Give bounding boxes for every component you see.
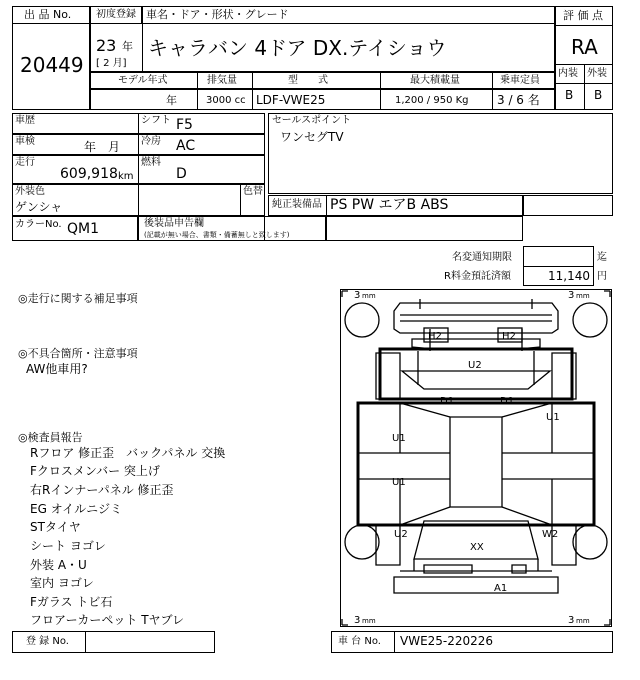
fuel-value: D (176, 166, 187, 182)
exterior-color-label: 外装色 (15, 186, 45, 197)
rear-bumper-shape (394, 577, 558, 593)
damage-u1-left-2: U1 (392, 477, 406, 488)
max-load-value: 1,200 / 950 Kg (395, 95, 469, 106)
rating-score: RA (571, 35, 598, 59)
damage-u1-left-1: U1 (392, 433, 406, 444)
sales-point-label: セールスポイント (272, 115, 352, 126)
inspector-line-10: フロアーカーペット Tヤブレ (30, 613, 185, 627)
displacement-value: 3000 cc (206, 95, 246, 106)
ac-value: AC (176, 138, 196, 154)
first-reg-label: 初度登録 (96, 9, 136, 20)
damage-u2-rear: U2 (394, 529, 408, 540)
model-year-value: 年 (166, 94, 177, 107)
color-no-value: QM1 (67, 221, 100, 237)
rear-hatch-lines (400, 559, 552, 571)
details-row-1 (12, 113, 265, 134)
spec-divider-4 (492, 72, 493, 110)
wheel-fr (573, 303, 607, 337)
roof-panel (450, 417, 502, 507)
damage-xx: XX (470, 542, 484, 553)
spec-divider-3 (380, 72, 381, 110)
displacement-label: 排気量 (207, 75, 237, 86)
max-load-label: 最大積載量 (410, 75, 460, 86)
tire-fr-unit: mm (576, 292, 590, 300)
mileage-value: 609,918 (60, 166, 118, 182)
spec-divider-1 (197, 72, 198, 110)
equipment-value: PS PW エアB ABS (330, 197, 449, 213)
aftermarket-label: 後装品申告欄 (144, 218, 204, 229)
damage-h2-right: H2 (502, 331, 516, 342)
front-bumper-slots (400, 299, 552, 321)
name-change-unit: 迄 (597, 252, 607, 263)
tire-rl-unit: mm (362, 617, 376, 625)
tire-fl-depth: 3 (354, 290, 361, 301)
inspector-line-7: 外装 A・U (30, 558, 87, 572)
history-label: 車歴 (15, 115, 35, 126)
damage-w2-right: W2 (542, 529, 559, 540)
car-diagram (340, 289, 612, 627)
interior-score: B (565, 88, 574, 102)
tire-rr-depth: 3 (568, 615, 575, 626)
ac-label: 冷房 (141, 136, 161, 147)
inspector-line-3: 右Rインナーパネル 修正歪 (30, 483, 174, 497)
damage-u2-front: U2 (468, 360, 482, 371)
details-row-2 (12, 134, 265, 155)
exterior-score: B (594, 88, 603, 102)
recycle-label: R料金預託済額 (444, 271, 511, 282)
color-change-label: 色替 (243, 186, 263, 197)
wheel-rr (573, 525, 607, 559)
tire-rl-depth: 3 (354, 615, 361, 626)
chassis-value: VWE25-220226 (400, 634, 494, 648)
first-reg-year-unit: 年 (122, 40, 133, 53)
rear-plate-right (512, 565, 526, 573)
inspector-title: ◎検査員報告 (18, 431, 83, 444)
recycle-unit: 円 (597, 271, 607, 282)
damage-u1-right: U1 (546, 412, 560, 423)
capacity-label: 乗車定員 (500, 75, 540, 86)
car-name: キャラバン 4ドア DX.テイショウ (148, 36, 447, 60)
inspector-line-4: EG オイルニジミ (30, 502, 123, 516)
car-name-divider (142, 24, 143, 72)
inspector-line-9: Fガラス トビ石 (30, 595, 113, 609)
front-bumper-shape (394, 303, 558, 333)
shift-label: シフト (141, 115, 171, 126)
damage-d1-right: D1 (500, 396, 515, 407)
inspector-line-6: シート ヨゴレ (30, 539, 106, 553)
inspector-line-8: 室内 ヨゴレ (30, 576, 94, 590)
lot-number: 20449 (20, 53, 84, 77)
model-year-label: モデル年式 (118, 75, 168, 86)
driving-notes-title: ◎走行に関する補足事項 (18, 292, 138, 305)
color-change-divider (240, 184, 241, 216)
inspector-line-5: STタイヤ (30, 520, 81, 534)
sales-point-value: ワンセグTV (280, 130, 344, 144)
name-change-label: 名変通知期限 (452, 252, 512, 263)
defects-title: ◎不具合箇所・注意事項 (18, 347, 138, 360)
inspection-label: 車検 (15, 136, 35, 147)
equipment-extra-box (523, 195, 613, 216)
tire-fl-unit: mm (362, 292, 376, 300)
equipment-label: 純正装備品 (272, 199, 322, 210)
wheel-fl (345, 303, 379, 337)
model-label: 型 式 (288, 75, 328, 86)
wheel-rl (345, 525, 379, 559)
spec-divider-2 (252, 72, 253, 110)
mileage-unit: km (118, 171, 134, 182)
name-change-field (523, 246, 594, 267)
windshield-shape (402, 371, 550, 389)
tire-fr-depth: 3 (568, 290, 575, 301)
lot-number-label: 出 品 No. (24, 8, 72, 21)
first-reg-year: 23 (96, 36, 117, 55)
inspector-line-1: Rフロア 修正歪 バックパネル 交換 (30, 446, 226, 460)
equipment-row-2 (326, 216, 523, 241)
exterior-color-value: ゲンシャ (15, 200, 63, 214)
rear-hatch-shape (414, 521, 538, 559)
first-reg-month: [ 2 月] (96, 58, 127, 69)
rear-plate (424, 565, 472, 573)
inspector-line-2: Fクロスメンバー 突上げ (30, 464, 160, 478)
capacity-value: 3 / 6 名 (497, 93, 540, 107)
inspection-value: 年 月 (84, 140, 121, 154)
color-no-label: カラーNo. (15, 219, 62, 230)
damage-d1-left: D1 (440, 396, 455, 407)
recycle-value: 11,140 (548, 269, 590, 283)
details-row-3 (12, 155, 265, 184)
rating-label: 評 価 点 (563, 9, 603, 22)
damage-h2-left: H2 (428, 331, 442, 342)
car-desc-label: 車名・ドア・形状・グレード (146, 8, 289, 21)
exterior-label: 外装 (587, 68, 607, 79)
cab-outline (380, 349, 572, 399)
tire-rr-unit: mm (576, 617, 590, 625)
aftermarket-note: (記載が無い場合、書類・備蓄無しと致します) (144, 231, 290, 239)
interior-exterior-divider (584, 64, 585, 110)
shift-value: F5 (176, 117, 193, 133)
damage-a1: A1 (494, 583, 508, 594)
chassis-label: 車 台 No. (338, 636, 381, 647)
model-value: LDF-VWE25 (256, 93, 326, 107)
defects-line-1: AW他車用? (26, 362, 88, 376)
fuel-label: 燃料 (141, 157, 161, 168)
reg-no-label: 登 録 No. (26, 636, 69, 647)
mileage-label: 走行 (15, 157, 35, 168)
interior-label: 内装 (558, 68, 578, 79)
tire-brackets (342, 291, 610, 625)
